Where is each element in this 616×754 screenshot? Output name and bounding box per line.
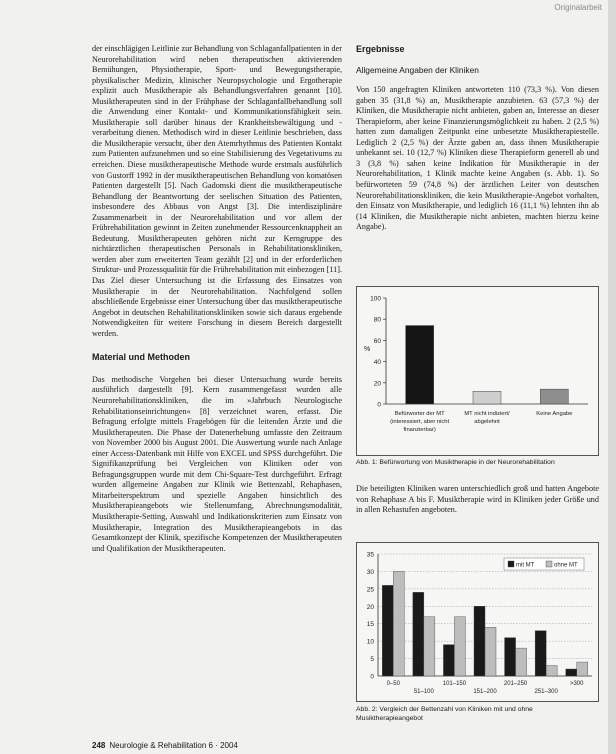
methods-heading: Material und Methoden — [92, 352, 191, 363]
figure-1-category-label: MT nicht indiziert/ — [464, 411, 510, 417]
figure-1-y-tick-label: 100 — [370, 295, 381, 303]
figure-2-legend-swatch — [546, 561, 552, 567]
figure-1-category-label: abgelehnt — [474, 419, 500, 425]
results-heading: Ergebnisse — [356, 44, 405, 54]
figure-2-bar — [474, 606, 485, 676]
page-number: 248 — [92, 741, 106, 750]
figure-1-y-tick-label: 40 — [373, 359, 381, 367]
figure-2-chart — [356, 542, 599, 702]
figure-2-bar — [535, 631, 546, 676]
figure-1-bar — [406, 326, 434, 404]
figure-2-bar — [546, 666, 557, 676]
figure-2-y-tick-label: 25 — [366, 586, 374, 594]
figure-1-y-tick-label: 0 — [377, 401, 381, 409]
figure-2-y-tick-label: 0 — [370, 673, 374, 681]
figure-2-category-label: 251–300 — [534, 689, 558, 695]
figure-2-bar — [566, 669, 577, 676]
figure-2-caption: Abb. 2: Vergleich der Bettenzahl von Kliniken mit und ohne Musiktherapieangebot — [356, 706, 533, 722]
figure-1-category-label: (interessiert, aber nicht — [390, 419, 450, 425]
results-column — [356, 44, 599, 233]
figure-2-y-tick-label: 15 — [366, 621, 374, 629]
page-edge — [608, 0, 616, 754]
figure-2-category-label: 0–50 — [386, 681, 400, 687]
figure-2-bar — [516, 648, 527, 676]
figure-1-y-tick-label: 20 — [373, 380, 381, 388]
figure-2-y-tick-label: 5 — [370, 656, 374, 664]
intro-paragraph: der einschlägigen Leitlinie zur Behandlung von Schlaganfallpatienten in der Neurorehabilitation wird neben therapeutischen aktivierenden Bemühungen, Physiotherapie, Sport- und Bewegungstherapie, physikalischer Medizin, klinischer Neuropsychologie und Ergotherapie explizit auch Musiktherapie als Behandlungsverfahren genannt [10]. Musiktherapeuten sind in der Frühphase der Schlaganfallbehandlung soll die Anwendung einer Kontakt- und Kommunikationsfähigkeit sein. Musiktherapie soll darüber hinaus der Krankheitsbewältigung und -verarbeitung dienen. Methodisch wird in dieser Leitlinie beschrieben, dass die Musiktherapie versucht, über den Atemrhythmus des Patienten Kontakt zum Patienten aufzunehmen und so eine Stabilisierung des Vegetativums zu erreichen. Diese musiktherapeutische Methode wurde erstmals ausführlich von Gustorff 1992 in der musiktherapeutischen Behandlung von komatösen Patienten dargestellt [5]. Nach Gadomski dient die musiktherapeutische Behandlung der Beantwortung der seelischen Situation des Patienten, insbesondere des Abbaus von Angst [3]. Die interdisziplinäre Zusammenarbeit in der Neurorehabilitation und vor allem der Frührehabilitation gewinnt in Zeiten zunehmender Ressourcenknappheit an Bedeutung. Musiktherapeuten gehören nicht zur Kerngruppe des nichtärztlichen therapeutischen Personals in Rehabilitationskliniken, werden aber zum erweiterten Team gezählt [2] und in der erforderlichen Struktur- und Prozessqualität für die Frührehabilitation mit einbezogen [11]. Das Ziel dieser Untersuchung ist die Erfassung des Einsatzes von Musiktherapie in der Neurorehabilitation. Nachfolgend sollen abschließende Ergebnisse einer Untersuchung über das musiktherapeutische Angebot in deutschen Rehabilitationskliniken sowie sich daraus ergebende Notwendigkeiten für weitere Forschung in diesem Bereich dargestellt werden. — [92, 44, 342, 338]
figure-2-y-tick-label: 35 — [366, 551, 374, 559]
figure-2-bar — [454, 617, 465, 676]
figure-2-y-tick-label: 20 — [366, 603, 374, 611]
figure-2-bar — [424, 617, 435, 676]
page-footer — [92, 741, 238, 750]
figure-2-category-label: 151–200 — [473, 689, 497, 695]
running-head: Originalarbeit — [554, 3, 602, 12]
figure-1-y-tick-label: 80 — [373, 316, 381, 324]
results-paragraph: Von 150 angefragten Kliniken antworteten 110 (73,3 %). Von diesen gaben 35 (31,8 %) an, Musiktherapie anzubieten. 63 (57,3 %) der Kliniken, die Musiktherapie nicht anbieten, gaben an, Interesse an dieser Therapieform, aber keine Finanzierungsmöglichkeit zu haben. 2 (2,5 %) hatten zum damaligen Zeitpunkt eine unbesetzte Musiktherapiestelle. Lediglich 2 (2,5 %) der Ärzte gaben an, dass ihnen Musiktherapie unbekannt sei. 10 (12,7 %) Kliniken diese Therapieform generell ab und 3 (3,8 %) sahen keine Indikation für Musiktherapie in der Neurorehabilitation, 1 Klinik machte keine Angaben (s. Abb. 1). So befürworteten 59 (74,8 %) der ärztlichen Leiter von deutschen Neurorehabilitationskliniken, die kein Musiktherapie-Angebot vorhalten, den Einsatz von Musiktherapie, und lediglich 16 (11,1 %) lehnten ihn ab (14 Kliniken, die Musiktherapie nicht anbieten, machten hierzu keine Angabe). — [356, 85, 599, 232]
figure-2-bar — [443, 645, 454, 676]
results-paragraph-2: Die beteiligten Kliniken waren unterschiedlich groß und hatten Angebote von Rehaphase A bis F. Musiktherapie wird in Kliniken jeder Größe und in allen Rehastufen angeboten. — [356, 484, 599, 515]
figure-2-bar — [393, 571, 404, 676]
left-column — [92, 44, 342, 554]
figure-2-y-tick-label: 30 — [366, 568, 374, 576]
figure-2-y-tick-label: 10 — [366, 638, 374, 646]
figure-1-chart — [356, 286, 599, 456]
methods-paragraph: Das methodische Vorgehen bei dieser Untersuchung wurde bereits ausführlich dargestellt [9]. Kern zusammengefasst wurden alle Neurorehabilitationskliniken, die im »Jahrbuch Neurologische Rehabilitationseinrichtungen« [8] verzeichnet waren, erfasst. Die Befragung erfolgte mittels Fragebögen für die leitenden Ärzte und die Musiktherapeuten. Die Phase der Datenerhebung umfasste den Zeitraum von November 2000 bis August 2001. Die Auswertung wurde nach Anlage einer Access-Datenbank mit Hilfe von EXCEL und SPSS durchgeführt. Die Signifikanzprüfung bei Vergleichen von Kliniken oder von Befragungsgruppen wurde mit dem Chi-Square-Test durchgeführt. Erfragt wurden allgemeine Angaben zur Klinik wie Bettenzahl, Rehaphasen, Mitarbeiterspektrum und spezielle Angaben hinsichtlich des Musiktherapieangebots wie Stellenumfang, Abrechnungsmodalität, Musiktherapie-Setting, Auswahl und Indikationskriterien zum Einsatz von Musiktherapie, Integration des Musiktherapieangebots in das Gesamtkonzept der Klinik, spezifische Kompetenzen der Musiktherapeuten und Qualifikation der Musiktherapeuten. — [92, 374, 342, 553]
figure-1-category-label: finanzierbar) — [403, 427, 436, 433]
figure-1-category-label: Befürworter der MT — [394, 411, 445, 417]
figure-2-category-label: 51–100 — [413, 689, 434, 695]
figure-1-bar — [540, 389, 568, 404]
figure-2-bar — [485, 627, 496, 676]
figure-1-axis-label: % — [364, 346, 371, 353]
results-column-continued — [356, 484, 599, 516]
figure-2-category-label: 101–150 — [442, 681, 467, 687]
figure-2-legend-label: ohne MT — [554, 562, 578, 569]
figure-2-legend — [504, 558, 584, 570]
figure-1-frame — [357, 287, 599, 456]
figure-2-bar — [413, 592, 424, 676]
figure-2-bar — [505, 638, 516, 676]
figure-2-category-label: 201–250 — [503, 681, 528, 687]
figure-2-bar — [577, 662, 588, 676]
results-subheading: Allgemeine Angaben der Kliniken — [356, 64, 479, 75]
figure-2-legend-swatch — [508, 561, 514, 567]
figure-1-bar — [473, 391, 501, 404]
figure-2-bar — [382, 585, 393, 676]
figure-2-legend-label: mit MT — [516, 562, 535, 569]
journal-title: Neurologie & Rehabilitation 6 · 2004 — [109, 741, 238, 750]
figure-1-caption: Abb. 1: Befürwortung von Musiktherapie in der Neurorehabilitation — [356, 459, 555, 466]
figure-1-category-label: Keine Angabe — [536, 411, 573, 417]
figure-1-y-tick-label: 60 — [373, 337, 381, 345]
figure-2-category-label: >300 — [569, 681, 584, 687]
